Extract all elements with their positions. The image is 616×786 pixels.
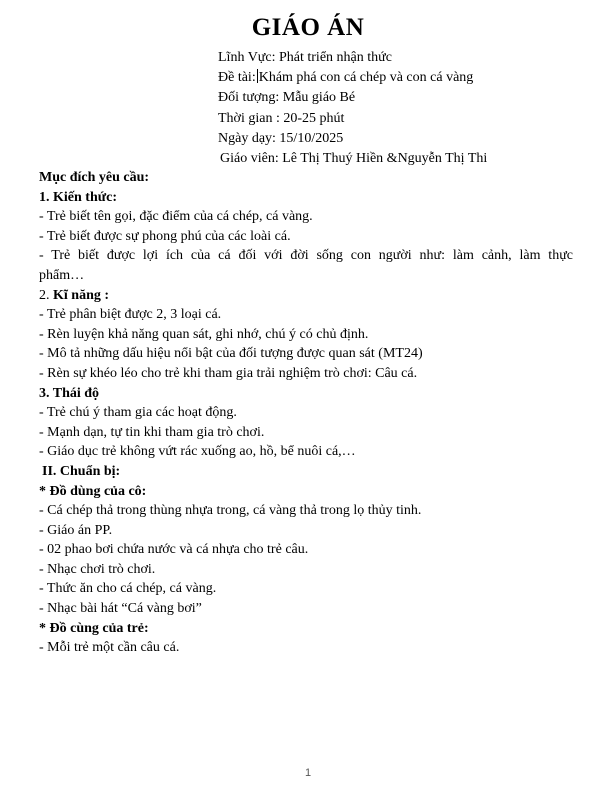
skills-heading-text: Kĩ năng :	[53, 287, 110, 303]
preparation-heading: II. Chuẩn bị:	[42, 463, 121, 479]
list-item: - Giáo án PP.	[39, 522, 113, 538]
document-title: GIÁO ÁN	[251, 14, 365, 41]
list-item: - Trẻ biết tên gọi, đặc điểm của cá chép, cá vàng.	[39, 209, 313, 225]
teacher-materials-heading: * Đồ dùng của cô:	[39, 483, 147, 499]
meta-duration: Thời gian : 20-25 phút	[218, 110, 345, 126]
page-number: 1	[304, 767, 312, 779]
skills-heading-number: 2.	[39, 287, 53, 303]
knowledge-heading: 1. Kiến thức:	[39, 189, 118, 205]
list-item: - Trẻ chú ý tham gia các hoạt động.	[39, 405, 237, 421]
list-item: - Mạnh dạn, tự tin khi tham gia trò chơi.	[39, 424, 265, 440]
list-item: - Nhạc bài hát “Cá vàng bơi”	[39, 601, 202, 617]
lesson-meta	[218, 48, 487, 169]
list-item: - Trẻ biết được sự phong phú của các loài cá.	[39, 228, 291, 244]
document-body	[39, 168, 573, 658]
meta-field: Lĩnh Vực: Phát triển nhận thức	[218, 50, 392, 65]
meta-topic-label: Đề tài:	[218, 70, 256, 86]
text-cursor	[257, 69, 258, 83]
meta-audience: Đối tượng: Mẫu giáo Bé	[218, 90, 356, 106]
list-item: - Mô tả những dấu hiệu nổi bật của đối tượng được quan sát (MT24)	[39, 346, 423, 362]
attitude-heading: 3. Thái độ	[39, 385, 100, 401]
meta-topic-value: Khám phá con cá chép và con cá vàng	[258, 70, 474, 86]
list-item: - Rèn luyện khả năng quan sát, ghi nhớ, chú ý có chủ định.	[39, 326, 369, 342]
list-item: - Thức ăn cho cá chép, cá vàng.	[39, 581, 217, 597]
skills-heading	[39, 286, 573, 306]
list-item: - Cá chép thả trong thùng nhựa trong, cá vàng thả trong lọ thủy tinh.	[39, 503, 422, 519]
list-item: - Rèn sự khéo léo cho trẻ khi tham gia trải nghiệm trò chơi: Câu cá.	[39, 365, 418, 381]
list-item: - Giáo dục trẻ không vứt rác xuống ao, hồ, bể nuôi cá,…	[39, 444, 356, 460]
list-item: - 02 phao bơi chứa nước và cá nhựa cho trẻ câu.	[39, 542, 309, 558]
list-item: - Trẻ biết được lợi ích của cá đối với đời sống con người như: làm cảnh, làm thực phẩm…	[39, 248, 573, 283]
list-item: - Mỗi trẻ một cần câu cá.	[39, 640, 180, 656]
meta-date: Ngày dạy: 15/10/2025	[218, 130, 344, 146]
list-item: - Nhạc chơi trò chơi.	[39, 561, 156, 577]
list-item: - Trẻ phân biệt được 2, 3 loại cá.	[39, 307, 222, 323]
goals-heading: Mục đích yêu cầu:	[39, 170, 150, 185]
meta-teacher: Giáo viên: Lê Thị Thuý Hiền &Nguyễn Thị Thi	[220, 151, 488, 167]
meta-topic	[218, 68, 487, 88]
children-materials-heading: * Đồ cùng của trẻ:	[39, 620, 149, 636]
